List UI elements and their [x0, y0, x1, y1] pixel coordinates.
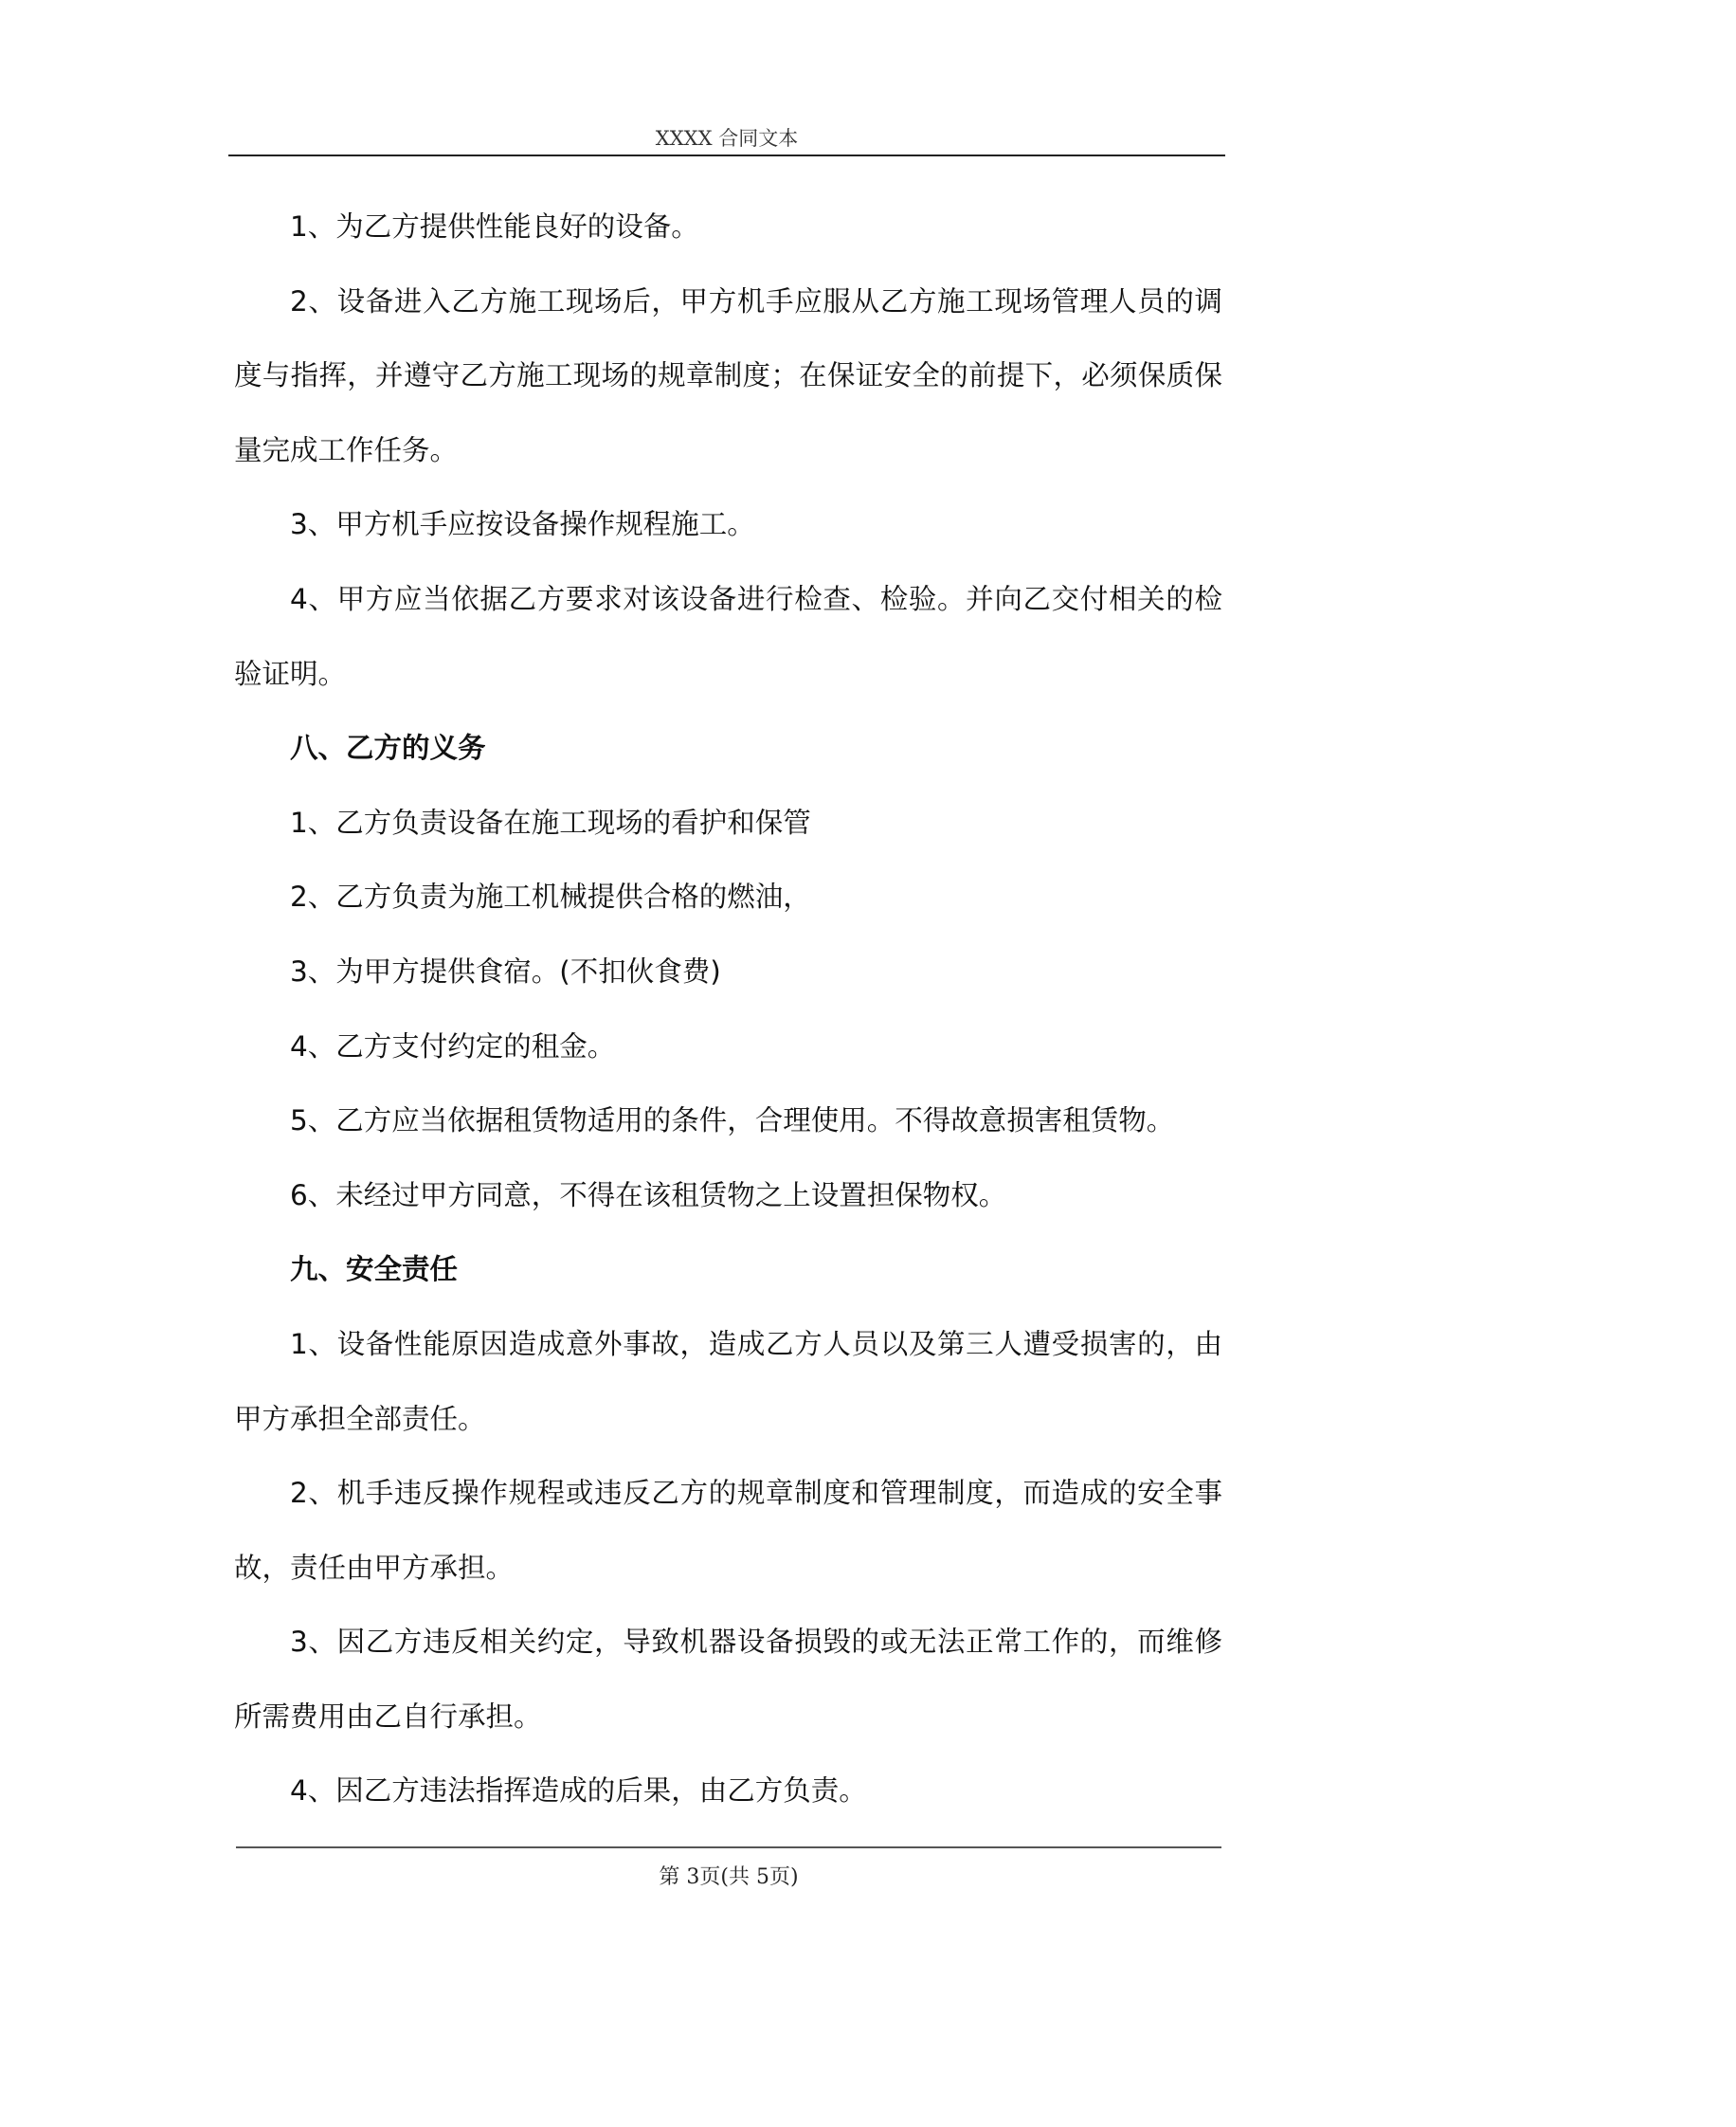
- clause-7-3-line-1: 3、甲方机手应按设备操作规程施工。: [290, 508, 755, 541]
- clause-7-2-line-2: 度与指挥，并遵守乙方施工现场的规章制度；在保证安全的前提下，必须保质保: [234, 359, 1222, 392]
- page-number: 第 3页(共 5页): [659, 1865, 799, 1889]
- clause-8-1-line-1: 1、乙方负责设备在施工现场的看护和保管: [290, 806, 811, 839]
- clause-9-1-line-2: 甲方承担全部责任。: [234, 1402, 486, 1435]
- clause-7-1-line-1: 1、为乙方提供性能良好的设备。: [290, 210, 699, 243]
- document-body: [234, 190, 1222, 1828]
- section-heading-9: 九、安全责任: [290, 1253, 459, 1286]
- clause-7-4-line-2: 验证明。: [234, 657, 347, 690]
- clause-7-2-line-1: 2、设备进入乙方施工现场后，甲方机手应服从乙方施工现场管理人员的调: [290, 284, 1222, 318]
- clause-8-2-line-1: 2、乙方负责为施工机械提供合格的燃油，: [290, 881, 811, 914]
- clause-9-1-line-1: 1、设备性能原因造成意外事故，造成乙方人员以及第三人遭受损害的，由: [290, 1327, 1222, 1360]
- clause-8-4-line-1: 4、乙方支付约定的租金。: [290, 1029, 616, 1063]
- clause-9-3-line-1: 3、因乙方违反相关约定，导致机器设备损毁的或无法正常工作的，而维修: [290, 1626, 1222, 1659]
- clause-9-2-line-1: 2、机手违反操作规程或违反乙方的规章制度和管理制度，而造成的安全事: [290, 1477, 1222, 1510]
- clause-8-6-line-1: 6、未经过甲方同意，不得在该租赁物之上设置担保物权。: [290, 1178, 1007, 1211]
- clause-9-3-line-2: 所需费用由乙自行承担。: [234, 1700, 542, 1733]
- clause-7-4-line-1: 4、甲方应当依据乙方要求对该设备进行检查、检验。并向乙交付相关的检: [290, 582, 1222, 615]
- clause-8-3-line-1: 3、为甲方提供食宿。(不扣伙食费): [290, 954, 721, 988]
- clause-7-2-line-3: 量完成工作任务。: [234, 433, 459, 466]
- footer-rule: [236, 1846, 1221, 1848]
- header-rule: [228, 155, 1225, 156]
- clause-9-2-line-2: 故，责任由甲方承担。: [234, 1551, 515, 1584]
- clause-8-5-line-1: 5、乙方应当依据租赁物适用的条件，合理使用。不得故意损害租赁物。: [290, 1104, 1175, 1137]
- section-heading-8: 八、乙方的义务: [290, 732, 486, 765]
- page-header: XXXX 合同文本: [655, 127, 799, 150]
- clause-9-4-line-1: 4、因乙方违法指挥造成的后果，由乙方负责。: [290, 1774, 867, 1808]
